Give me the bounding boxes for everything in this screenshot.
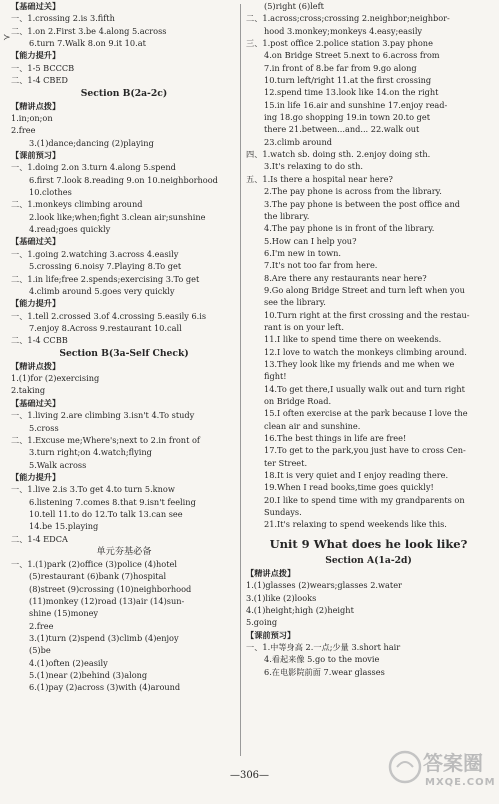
answer-line: 10.Turn right at the first crossing and the restau-	[264, 309, 470, 320]
answer-line: 3.(1)like (2)looks	[246, 592, 317, 603]
answer-line: 3.(1)turn (2)spend (3)climb (4)enjoy	[29, 633, 179, 644]
unit-summary-heading: 单元夯基必备	[96, 546, 152, 557]
page-number: —306—	[229, 770, 270, 781]
section-heading: Section B(2a-2c)	[80, 87, 168, 99]
answer-line: 15.in life 16.air and sunshine 17.enjoy read-	[264, 99, 448, 110]
answer-line: 2.taking	[11, 385, 46, 396]
answer-line: 二、1.in life;free 2.spends;exercising 3.To get	[11, 273, 200, 284]
answer-line: 2.The pay phone is across from the library.	[264, 186, 442, 197]
answer-line: 9.Go along Bridge Street and turn left when you	[264, 284, 465, 295]
answer-line: (8)street (9)crossing (10)neighborhood	[29, 583, 192, 594]
answer-line: 1.(1)for (2)exercising	[11, 373, 100, 384]
answer-line: ter Street.	[264, 457, 308, 468]
section-label: 【能力提升】	[11, 298, 61, 309]
answer-line: 12.spend time 13.look like 14.on the right	[264, 87, 439, 98]
answer-line: 二、1.monkeys climbing around	[11, 199, 143, 210]
unit-title: Unit 9 What does he look like?	[269, 536, 468, 551]
answer-line: 4.看起来像 5.go to the movie	[264, 654, 380, 665]
section-label: 【课前预习】	[246, 629, 296, 640]
answer-line: clean air and sunshine.	[264, 420, 361, 431]
answer-line: 4.The pay phone is in front of the library.	[264, 223, 435, 234]
answer-line: 一、1.live 2.is 3.To get 4.to turn 5.know	[11, 484, 175, 495]
section-label: 【基础过关】	[11, 1, 61, 11]
answer-line: 一、1.中等身高 2.一点;少量 3.short hair	[246, 641, 401, 652]
answer-line: 12.I love to watch the monkeys climbing around.	[264, 346, 467, 357]
answer-line: 6.I'm new in town.	[264, 247, 341, 258]
answer-line: see the library.	[264, 297, 326, 308]
answer-line: 21.It's relaxing to spend weekends like this.	[264, 519, 447, 530]
column-divider	[240, 4, 241, 756]
answer-line: fight!	[264, 371, 287, 382]
answer-line: 19.When I read books,time goes quickly!	[264, 482, 434, 493]
answer-line: 2.free	[29, 620, 54, 631]
answer-line: 一、1.doing 2.on 3.turn 4.along 5.spend	[11, 162, 176, 173]
answer-line: hood 3.monkey;monkeys 4.easy;easily	[264, 25, 423, 36]
section-label: 【能力提升】	[11, 471, 61, 482]
answer-line: 6.first 7.look 8.reading 9.on 10.neighborhood	[29, 174, 218, 185]
answer-line: 一、1.(1)park (2)office (3)police (4)hotel	[11, 559, 177, 569]
answer-line: 4.(1)height;high (2)height	[246, 604, 354, 615]
answer-line: 7.in front of 8.be far from 9.go along	[264, 62, 417, 73]
section-heading: Section A(1a-2d)	[325, 554, 412, 566]
answer-line: 五、1.Is there a hospital near here?	[246, 173, 393, 184]
answer-line: 10.tell 11.to do 12.To talk 13.can see	[29, 508, 183, 519]
answer-line: 23.climb around	[264, 136, 332, 147]
answer-line: 一、1-5 BCCCB	[11, 62, 75, 73]
answer-line: 一、1.crossing 2.is 3.fifth	[11, 13, 115, 24]
answer-line: 二、1.on 2.First 3.be 4.along 5.across	[11, 25, 167, 36]
answer-line: 3.It's relaxing to do sth.	[264, 161, 363, 172]
answer-line: 5.going	[246, 617, 278, 628]
answer-line: 4.(1)often (2)easily	[29, 657, 108, 668]
answer-line: 3.(1)dance;dancing (2)playing	[29, 137, 154, 148]
answer-line: 一、1.living 2.are climbing 3.isn't 4.To study	[11, 410, 195, 421]
answer-line: ing 18.go shopping 19.in town 20.to get	[264, 112, 430, 123]
answer-line: 6.turn 7.Walk 8.on 9.it 10.at	[29, 38, 146, 49]
answer-line: 11.I like to spend time there on weekends.	[264, 334, 442, 345]
answer-line: 14.To get there,I usually walk out and turn right	[264, 383, 465, 394]
answer-line: 4.read;goes quickly	[29, 224, 111, 235]
answer-line: there 21.between...and... 22.walk out	[264, 124, 420, 135]
answer-line: 二、1.across;cross;crossing 2.neighbor;neighbor-	[246, 13, 450, 24]
section-label: 【精讲点拨】	[246, 567, 296, 578]
answer-line: 3.turn right;on 4.watch;flying	[29, 447, 152, 458]
answer-line: 二、1-4 EDCA	[11, 533, 68, 544]
answer-line: on Bridge Road.	[264, 396, 332, 406]
answer-line: Sundays.	[264, 507, 302, 518]
answer-line: (11)monkey (12)road (13)air (14)sun-	[29, 596, 185, 607]
answer-line: 2.look like;when;fight 3.clean air;sunshine	[29, 211, 206, 222]
answer-line: 15.I often exercise at the park because I love the	[264, 408, 468, 419]
answer-line: 4.climb around 5.goes very quickly	[29, 285, 175, 296]
answer-line: 18.It is very quiet and I enjoy reading there.	[264, 470, 449, 481]
right-column	[246, 0, 491, 678]
answer-line: rant is on your left.	[264, 321, 344, 332]
section-heading: Section B(3a-Self Check)	[59, 347, 189, 359]
answer-line: 三、1.post office 2.police station 3.pay phone	[246, 38, 433, 49]
section-label: 【能力提升】	[11, 50, 61, 61]
answer-line: 5.(1)near (2)behind (3)along	[29, 670, 148, 681]
answer-line: 2.free	[11, 125, 36, 136]
section-label: 【课前预习】	[11, 149, 61, 160]
answer-line: 16.The best things in life are free!	[264, 433, 407, 444]
answer-line: 7.It's not too far from here.	[264, 260, 378, 271]
answer-line: 1.(1)glasses (2)wears;glasses 2.water	[246, 580, 402, 591]
answer-line: the library.	[264, 210, 310, 221]
watermark-url: MXQE.COM	[425, 777, 496, 788]
answer-line: 二、1-4 CBED	[11, 75, 68, 86]
answer-line: 6.在电影院前面 7.wear glasses	[264, 666, 385, 677]
answer-line: 一、1.going 2.watching 3.across 4.easily	[11, 248, 179, 259]
answer-line: (5)right (6)left	[264, 1, 324, 11]
section-label: 【基础过关】	[11, 236, 61, 247]
watermark	[385, 745, 495, 800]
answer-line: 20.I like to spend time with my grandparents on	[264, 494, 465, 505]
answer-line: 5.cross	[29, 422, 59, 433]
answer-line: (5)restaurant (6)bank (7)hospital	[29, 571, 167, 582]
answer-line: 8.Are there any restaurants near here?	[264, 272, 427, 283]
answer-line: 5.How can I help you?	[264, 235, 357, 246]
answer-line: 4.on Bridge Street 5.next to 6.across from	[264, 50, 440, 61]
answer-line: 13.They look like my friends and me when we	[264, 358, 455, 369]
answer-line: 一、1.tell 2.crossed 3.of 4.crossing 5.easily 6.is	[11, 310, 207, 321]
answer-line: (5)be	[29, 645, 51, 656]
answer-line: 10.turn left/right 11.at the first crossing	[264, 75, 432, 86]
answer-line: 14.be 15.playing	[29, 521, 99, 532]
section-label: 【精讲点拨】	[11, 100, 61, 111]
answer-line: 7.enjoy 8.Across 9.restaurant 10.call	[29, 322, 182, 333]
answer-line: 3.The pay phone is between the post office and	[264, 198, 460, 209]
binding-mark: ≻	[3, 33, 11, 43]
answer-line: 10.clothes	[29, 187, 72, 198]
answer-line: 17.To get to the park,you just have to cross Cen-	[264, 445, 466, 456]
left-column	[11, 0, 237, 694]
answer-line: 二、1-4 CCBB	[11, 335, 68, 346]
answer-line: 5.Walk across	[29, 459, 87, 470]
watermark-text: 答案圈	[423, 751, 483, 775]
section-label: 【精讲点拨】	[11, 360, 61, 371]
answer-line: 二、1.Excuse me;Where's;next to 2.in front of	[11, 434, 200, 445]
section-label: 【基础过关】	[11, 397, 61, 408]
answer-line: 四、1.watch sb. doing sth. 2.enjoy doing sth.	[246, 149, 431, 160]
answer-line: 6.(1)pay (2)across (3)with (4)around	[29, 682, 181, 693]
answer-line: 5.crossing 6.noisy 7.Playing 8.To get	[29, 261, 182, 272]
answer-line: 1.in;on;on	[11, 112, 53, 123]
answer-line: shine (15)money	[29, 608, 99, 619]
answer-line: 6.listening 7.comes 8.that 9.isn't feeling	[29, 496, 196, 507]
